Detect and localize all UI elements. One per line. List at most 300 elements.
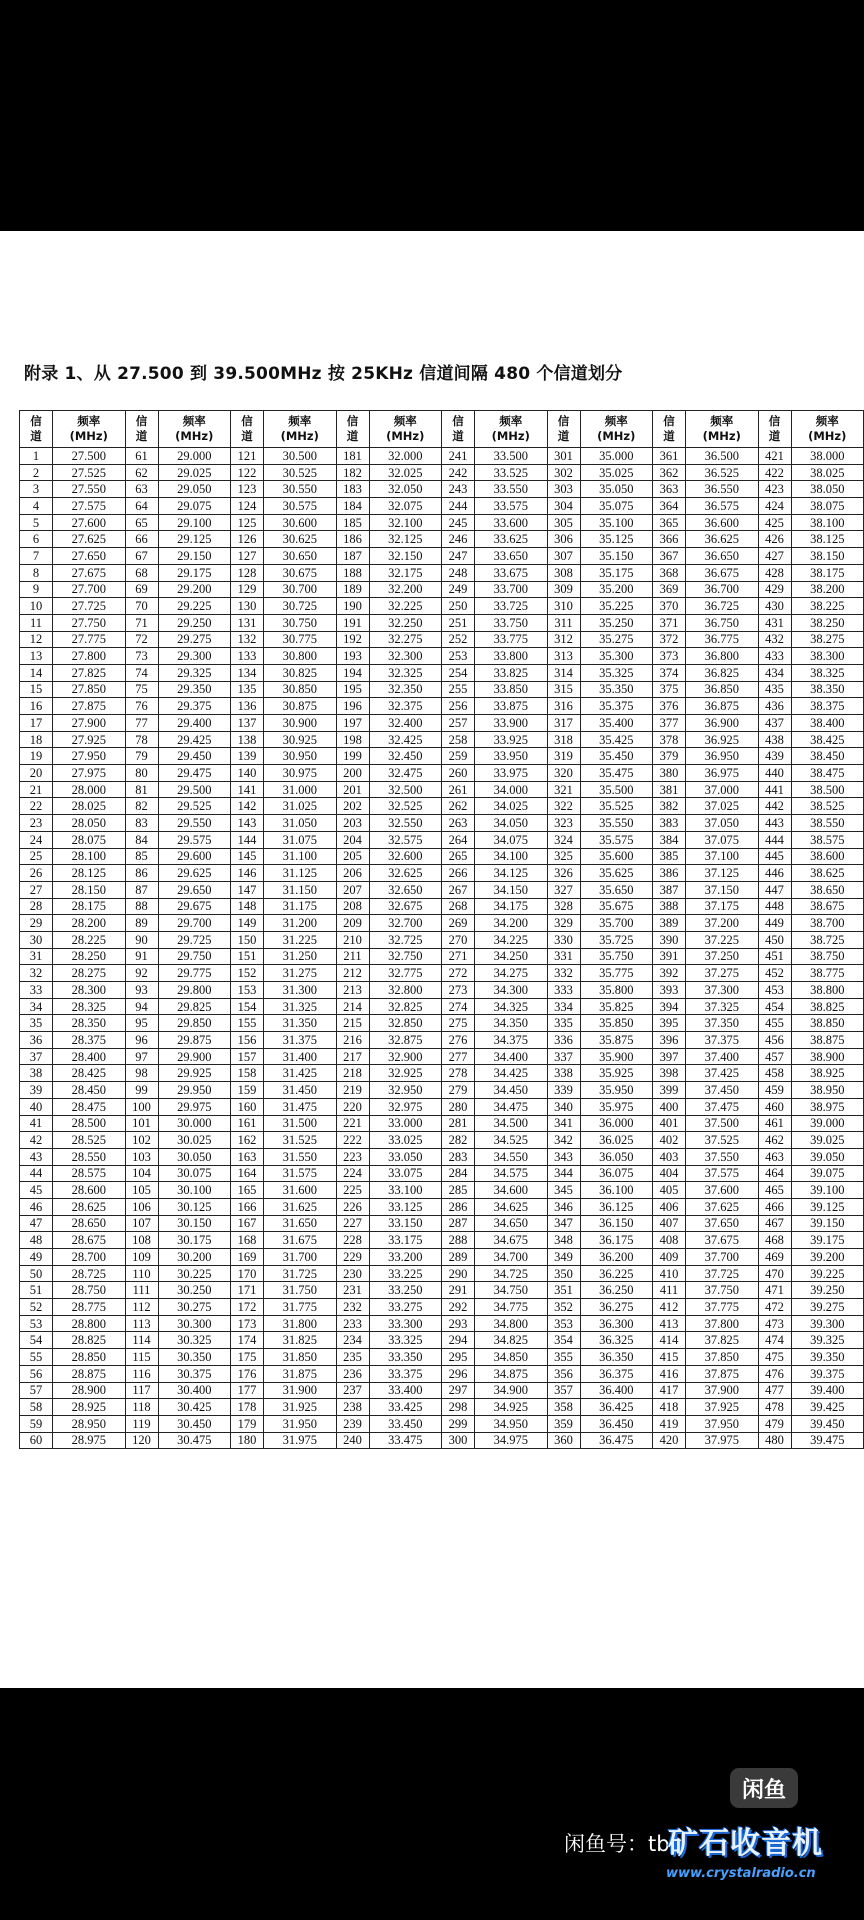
channel-number-cell: 388 (653, 898, 686, 915)
frequency-cell: 31.975 (264, 1432, 337, 1449)
frequency-cell: 28.525 (53, 1132, 126, 1149)
frequency-cell: 33.725 (475, 598, 548, 615)
channel-number-cell: 475 (758, 1349, 791, 1366)
channel-number-cell: 224 (336, 1165, 369, 1182)
channel-number-cell: 346 (547, 1198, 580, 1215)
frequency-cell: 30.075 (158, 1165, 231, 1182)
channel-number-cell: 235 (336, 1349, 369, 1366)
table-header-row (20, 411, 864, 448)
channel-number-cell: 310 (547, 598, 580, 615)
frequency-cell: 31.250 (264, 948, 337, 965)
frequency-cell: 37.625 (686, 1198, 759, 1215)
frequency-cell: 36.825 (686, 664, 759, 681)
channel-number-cell: 91 (125, 948, 158, 965)
frequency-cell: 34.325 (475, 998, 548, 1015)
channel-number-cell: 371 (653, 614, 686, 631)
frequency-cell: 31.800 (264, 1315, 337, 1332)
frequency-cell: 38.400 (791, 715, 864, 732)
channel-number-cell: 21 (20, 781, 53, 798)
frequency-cell: 37.650 (686, 1215, 759, 1232)
frequency-cell: 35.400 (580, 715, 653, 732)
channel-number-cell: 439 (758, 748, 791, 765)
frequency-cell: 30.150 (158, 1215, 231, 1232)
header-channel-line1: 信 (452, 414, 464, 428)
frequency-cell: 29.600 (158, 848, 231, 865)
frequency-cell: 33.250 (369, 1282, 442, 1299)
frequency-cell: 39.300 (791, 1315, 864, 1332)
channel-number-cell: 382 (653, 798, 686, 815)
channel-number-cell: 444 (758, 831, 791, 848)
channel-number-cell: 146 (231, 865, 264, 882)
frequency-cell: 28.350 (53, 1015, 126, 1032)
frequency-cell: 31.625 (264, 1198, 337, 1215)
frequency-cell: 36.850 (686, 681, 759, 698)
table-row (20, 498, 864, 515)
channel-number-cell: 218 (336, 1065, 369, 1082)
frequency-cell: 31.175 (264, 898, 337, 915)
frequency-cell: 28.475 (53, 1098, 126, 1115)
frequency-cell: 36.575 (686, 498, 759, 515)
channel-number-cell: 228 (336, 1232, 369, 1249)
channel-number-cell: 408 (653, 1232, 686, 1249)
frequency-cell: 35.375 (580, 698, 653, 715)
table-row (20, 781, 864, 798)
frequency-cell: 33.500 (475, 448, 548, 465)
table-row (20, 681, 864, 698)
frequency-cell: 28.775 (53, 1299, 126, 1316)
frequency-cell: 38.475 (791, 765, 864, 782)
frequency-cell: 35.275 (580, 631, 653, 648)
frequency-cell: 38.250 (791, 614, 864, 631)
frequency-cell: 38.450 (791, 748, 864, 765)
table-row (20, 548, 864, 565)
frequency-cell: 34.225 (475, 931, 548, 948)
frequency-cell: 38.825 (791, 998, 864, 1015)
frequency-cell: 36.250 (580, 1282, 653, 1299)
frequency-cell: 32.975 (369, 1098, 442, 1115)
frequency-cell: 27.650 (53, 548, 126, 565)
channel-number-cell: 274 (442, 998, 475, 1015)
channel-number-cell: 254 (442, 664, 475, 681)
frequency-cell: 33.150 (369, 1215, 442, 1232)
channel-number-cell: 57 (20, 1382, 53, 1399)
channel-number-cell: 461 (758, 1115, 791, 1132)
channel-number-cell: 26 (20, 865, 53, 882)
channel-number-cell: 290 (442, 1265, 475, 1282)
frequency-cell: 30.650 (264, 548, 337, 565)
frequency-cell: 32.750 (369, 948, 442, 965)
frequency-cell: 32.525 (369, 798, 442, 815)
channel-number-cell: 114 (125, 1332, 158, 1349)
frequency-cell: 37.925 (686, 1399, 759, 1416)
channel-number-cell: 448 (758, 898, 791, 915)
frequency-cell: 29.425 (158, 731, 231, 748)
channel-number-cell: 130 (231, 598, 264, 615)
frequency-cell: 34.575 (475, 1165, 548, 1182)
channel-number-cell: 80 (125, 765, 158, 782)
channel-number-cell: 98 (125, 1065, 158, 1082)
channel-number-cell: 272 (442, 965, 475, 982)
frequency-cell: 39.400 (791, 1382, 864, 1399)
channel-number-cell: 422 (758, 464, 791, 481)
channel-number-cell: 464 (758, 1165, 791, 1182)
frequency-cell: 33.875 (475, 698, 548, 715)
frequency-cell: 32.300 (369, 648, 442, 665)
channel-number-cell: 337 (547, 1048, 580, 1065)
frequency-cell: 38.950 (791, 1082, 864, 1099)
channel-number-cell: 115 (125, 1349, 158, 1366)
frequency-cell: 28.375 (53, 1032, 126, 1049)
channel-number-cell: 12 (20, 631, 53, 648)
frequency-cell: 34.400 (475, 1048, 548, 1065)
frequency-cell: 33.300 (369, 1315, 442, 1332)
table-row (20, 748, 864, 765)
table-row (20, 1282, 864, 1299)
frequency-cell: 38.000 (791, 448, 864, 465)
frequency-cell: 28.300 (53, 982, 126, 999)
frequency-cell: 30.925 (264, 731, 337, 748)
channel-number-cell: 44 (20, 1165, 53, 1182)
frequency-cell: 31.400 (264, 1048, 337, 1065)
frequency-cell: 34.625 (475, 1198, 548, 1215)
frequency-cell: 31.850 (264, 1349, 337, 1366)
channel-number-cell: 420 (653, 1432, 686, 1449)
frequency-cell: 31.425 (264, 1065, 337, 1082)
header-frequency (369, 411, 442, 448)
frequency-cell: 32.100 (369, 514, 442, 531)
channel-number-cell: 111 (125, 1282, 158, 1299)
frequency-cell: 33.775 (475, 631, 548, 648)
channel-number-cell: 17 (20, 715, 53, 732)
table-row (20, 965, 864, 982)
channel-number-cell: 23 (20, 815, 53, 832)
frequency-cell: 33.075 (369, 1165, 442, 1182)
frequency-cell: 31.000 (264, 781, 337, 798)
frequency-cell: 27.975 (53, 765, 126, 782)
channel-number-cell: 63 (125, 481, 158, 498)
frequency-cell: 37.050 (686, 815, 759, 832)
channel-number-cell: 265 (442, 848, 475, 865)
frequency-cell: 37.900 (686, 1382, 759, 1399)
table-row (20, 1315, 864, 1332)
channel-number-cell: 471 (758, 1282, 791, 1299)
channel-number-cell: 177 (231, 1382, 264, 1399)
frequency-cell: 38.350 (791, 681, 864, 698)
channel-number-cell: 6 (20, 531, 53, 548)
frequency-cell: 37.875 (686, 1365, 759, 1382)
channel-number-cell: 344 (547, 1165, 580, 1182)
channel-number-cell: 47 (20, 1215, 53, 1232)
channel-number-cell: 238 (336, 1399, 369, 1416)
frequency-cell: 29.250 (158, 614, 231, 631)
frequency-cell: 34.150 (475, 881, 548, 898)
frequency-cell: 36.000 (580, 1115, 653, 1132)
channel-number-cell: 143 (231, 815, 264, 832)
channel-number-cell: 189 (336, 581, 369, 598)
channel-number-cell: 162 (231, 1132, 264, 1149)
frequency-cell: 30.750 (264, 614, 337, 631)
channel-number-cell: 120 (125, 1432, 158, 1449)
frequency-cell: 29.525 (158, 798, 231, 815)
table-row (20, 1265, 864, 1282)
channel-number-cell: 81 (125, 781, 158, 798)
channel-number-cell: 414 (653, 1332, 686, 1349)
channel-number-cell: 355 (547, 1349, 580, 1366)
channel-number-cell: 15 (20, 681, 53, 698)
frequency-cell: 30.350 (158, 1349, 231, 1366)
channel-number-cell: 356 (547, 1365, 580, 1382)
frequency-cell: 29.100 (158, 514, 231, 531)
channel-number-cell: 122 (231, 464, 264, 481)
frequency-cell: 32.950 (369, 1082, 442, 1099)
frequency-cell: 36.400 (580, 1382, 653, 1399)
table-row (20, 898, 864, 915)
channel-number-cell: 247 (442, 548, 475, 565)
channel-number-cell: 132 (231, 631, 264, 648)
table-row (20, 1032, 864, 1049)
channel-number-cell: 173 (231, 1315, 264, 1332)
frequency-cell: 36.475 (580, 1432, 653, 1449)
channel-number-cell: 324 (547, 831, 580, 848)
channel-number-cell: 104 (125, 1165, 158, 1182)
channel-number-cell: 332 (547, 965, 580, 982)
channel-number-cell: 418 (653, 1399, 686, 1416)
frequency-cell: 36.675 (686, 564, 759, 581)
channel-number-cell: 304 (547, 498, 580, 515)
frequency-cell: 36.025 (580, 1132, 653, 1149)
frequency-cell: 36.800 (686, 648, 759, 665)
frequency-cell: 31.150 (264, 881, 337, 898)
frequency-cell: 37.825 (686, 1332, 759, 1349)
table-row (20, 715, 864, 732)
frequency-cell: 30.375 (158, 1365, 231, 1382)
frequency-cell: 28.600 (53, 1182, 126, 1199)
frequency-cell: 30.600 (264, 514, 337, 531)
channel-number-cell: 375 (653, 681, 686, 698)
channel-number-cell: 269 (442, 915, 475, 932)
frequency-cell: 31.475 (264, 1098, 337, 1115)
table-row (20, 931, 864, 948)
channel-number-cell: 413 (653, 1315, 686, 1332)
channel-number-cell: 253 (442, 648, 475, 665)
frequency-cell: 34.250 (475, 948, 548, 965)
channel-number-cell: 411 (653, 1282, 686, 1299)
channel-number-cell: 43 (20, 1148, 53, 1165)
channel-number-cell: 456 (758, 1032, 791, 1049)
frequency-cell: 33.800 (475, 648, 548, 665)
channel-number-cell: 51 (20, 1282, 53, 1299)
channel-number-cell: 110 (125, 1265, 158, 1282)
channel-number-cell: 207 (336, 881, 369, 898)
channel-number-cell: 297 (442, 1382, 475, 1399)
channel-number-cell: 102 (125, 1132, 158, 1149)
channel-number-cell: 100 (125, 1098, 158, 1115)
frequency-cell: 35.125 (580, 531, 653, 548)
frequency-cell: 28.950 (53, 1415, 126, 1432)
channel-number-cell: 55 (20, 1349, 53, 1366)
channel-number-cell: 302 (547, 464, 580, 481)
frequency-cell: 32.150 (369, 548, 442, 565)
frequency-cell: 35.600 (580, 848, 653, 865)
frequency-cell: 38.275 (791, 631, 864, 648)
channel-number-cell: 37 (20, 1048, 53, 1065)
frequency-cell: 35.525 (580, 798, 653, 815)
channel-number-cell: 386 (653, 865, 686, 882)
frequency-cell: 37.275 (686, 965, 759, 982)
frequency-cell: 31.925 (264, 1399, 337, 1416)
table-row (20, 1382, 864, 1399)
frequency-cell: 28.025 (53, 798, 126, 815)
frequency-cell: 34.175 (475, 898, 548, 915)
frequency-cell: 34.975 (475, 1432, 548, 1449)
frequency-cell: 33.350 (369, 1349, 442, 1366)
frequency-cell: 39.225 (791, 1265, 864, 1282)
table-row (20, 648, 864, 665)
frequency-cell: 33.975 (475, 765, 548, 782)
channel-number-cell: 52 (20, 1299, 53, 1316)
frequency-cell: 34.000 (475, 781, 548, 798)
table-row (20, 982, 864, 999)
channel-number-cell: 148 (231, 898, 264, 915)
frequency-cell: 33.400 (369, 1382, 442, 1399)
frequency-cell: 35.150 (580, 548, 653, 565)
frequency-cell: 36.300 (580, 1315, 653, 1332)
frequency-cell: 38.125 (791, 531, 864, 548)
channel-number-cell: 479 (758, 1415, 791, 1432)
channel-number-cell: 107 (125, 1215, 158, 1232)
channel-number-cell: 409 (653, 1249, 686, 1266)
frequency-cell: 38.625 (791, 865, 864, 882)
channel-number-cell: 49 (20, 1249, 53, 1266)
channel-number-cell: 124 (231, 498, 264, 515)
frequency-cell: 28.150 (53, 881, 126, 898)
frequency-cell: 28.850 (53, 1349, 126, 1366)
header-frequency (791, 411, 864, 448)
table-row (20, 1215, 864, 1232)
channel-number-cell: 434 (758, 664, 791, 681)
frequency-cell: 30.250 (158, 1282, 231, 1299)
channel-number-cell: 220 (336, 1098, 369, 1115)
channel-number-cell: 429 (758, 581, 791, 598)
frequency-cell: 32.075 (369, 498, 442, 515)
channel-number-cell: 25 (20, 848, 53, 865)
frequency-cell: 28.550 (53, 1148, 126, 1165)
channel-number-cell: 126 (231, 531, 264, 548)
channel-number-cell: 315 (547, 681, 580, 698)
channel-number-cell: 316 (547, 698, 580, 715)
crystalradio-url: www.crystalradio.cn (666, 1866, 816, 1881)
channel-number-cell: 206 (336, 865, 369, 882)
frequency-cell: 37.575 (686, 1165, 759, 1182)
channel-number-cell: 151 (231, 948, 264, 965)
frequency-cell: 33.650 (475, 548, 548, 565)
header-frequency-line1: 频率 (182, 414, 206, 428)
channel-number-cell: 202 (336, 798, 369, 815)
channel-number-cell: 450 (758, 931, 791, 948)
frequency-cell: 37.125 (686, 865, 759, 882)
channel-number-cell: 61 (125, 448, 158, 465)
frequency-cell: 38.500 (791, 781, 864, 798)
channel-number-cell: 256 (442, 698, 475, 715)
channel-number-cell: 4 (20, 498, 53, 515)
frequency-cell: 32.675 (369, 898, 442, 915)
channel-number-cell: 127 (231, 548, 264, 565)
frequency-cell: 34.475 (475, 1098, 548, 1115)
channel-number-cell: 478 (758, 1399, 791, 1416)
channel-number-cell: 169 (231, 1249, 264, 1266)
channel-number-cell: 46 (20, 1198, 53, 1215)
frequency-cell: 33.100 (369, 1182, 442, 1199)
channel-number-cell: 108 (125, 1232, 158, 1249)
channel-number-cell: 243 (442, 481, 475, 498)
frequency-cell: 37.100 (686, 848, 759, 865)
frequency-cell: 38.525 (791, 798, 864, 815)
channel-number-cell: 276 (442, 1032, 475, 1049)
channel-number-cell: 161 (231, 1115, 264, 1132)
header-frequency-line2: (MHz) (69, 429, 108, 443)
channel-number-cell: 354 (547, 1332, 580, 1349)
frequency-cell: 30.900 (264, 715, 337, 732)
frequency-cell: 34.950 (475, 1415, 548, 1432)
frequency-cell: 29.025 (158, 464, 231, 481)
frequency-cell: 29.300 (158, 648, 231, 665)
channel-number-cell: 191 (336, 614, 369, 631)
frequency-cell: 35.175 (580, 564, 653, 581)
frequency-cell: 37.775 (686, 1299, 759, 1316)
channel-number-cell: 136 (231, 698, 264, 715)
frequency-cell: 29.475 (158, 765, 231, 782)
channel-number-cell: 469 (758, 1249, 791, 1266)
frequency-cell: 30.475 (158, 1432, 231, 1449)
channel-number-cell: 129 (231, 581, 264, 598)
channel-number-cell: 164 (231, 1165, 264, 1182)
frequency-cell: 35.575 (580, 831, 653, 848)
table-row (20, 614, 864, 631)
header-frequency-line1: 频率 (288, 414, 312, 428)
frequency-cell: 33.025 (369, 1132, 442, 1149)
channel-number-cell: 311 (547, 614, 580, 631)
channel-number-cell: 474 (758, 1332, 791, 1349)
channel-number-cell: 347 (547, 1215, 580, 1232)
channel-number-cell: 221 (336, 1115, 369, 1132)
channel-number-cell: 45 (20, 1182, 53, 1199)
channel-number-cell: 64 (125, 498, 158, 515)
frequency-cell: 33.225 (369, 1265, 442, 1282)
channel-number-cell: 121 (231, 448, 264, 465)
channel-number-cell: 336 (547, 1032, 580, 1049)
frequency-cell: 36.275 (580, 1299, 653, 1316)
channel-number-cell: 412 (653, 1299, 686, 1316)
channel-number-cell: 300 (442, 1432, 475, 1449)
frequency-cell: 31.500 (264, 1115, 337, 1132)
frequency-cell: 36.125 (580, 1198, 653, 1215)
channel-number-cell: 217 (336, 1048, 369, 1065)
frequency-cell: 35.950 (580, 1082, 653, 1099)
channel-number-cell: 291 (442, 1282, 475, 1299)
channel-number-cell: 271 (442, 948, 475, 965)
channel-number-cell: 280 (442, 1098, 475, 1115)
frequency-cell: 39.150 (791, 1215, 864, 1232)
channel-number-cell: 333 (547, 982, 580, 999)
channel-number-cell: 329 (547, 915, 580, 932)
table-row (20, 581, 864, 598)
channel-number-cell: 30 (20, 931, 53, 948)
frequency-cell: 37.725 (686, 1265, 759, 1282)
channel-number-cell: 39 (20, 1082, 53, 1099)
channel-number-cell: 283 (442, 1148, 475, 1165)
xianyu-app-logo: 闲鱼 (730, 1768, 798, 1808)
frequency-cell: 35.725 (580, 931, 653, 948)
